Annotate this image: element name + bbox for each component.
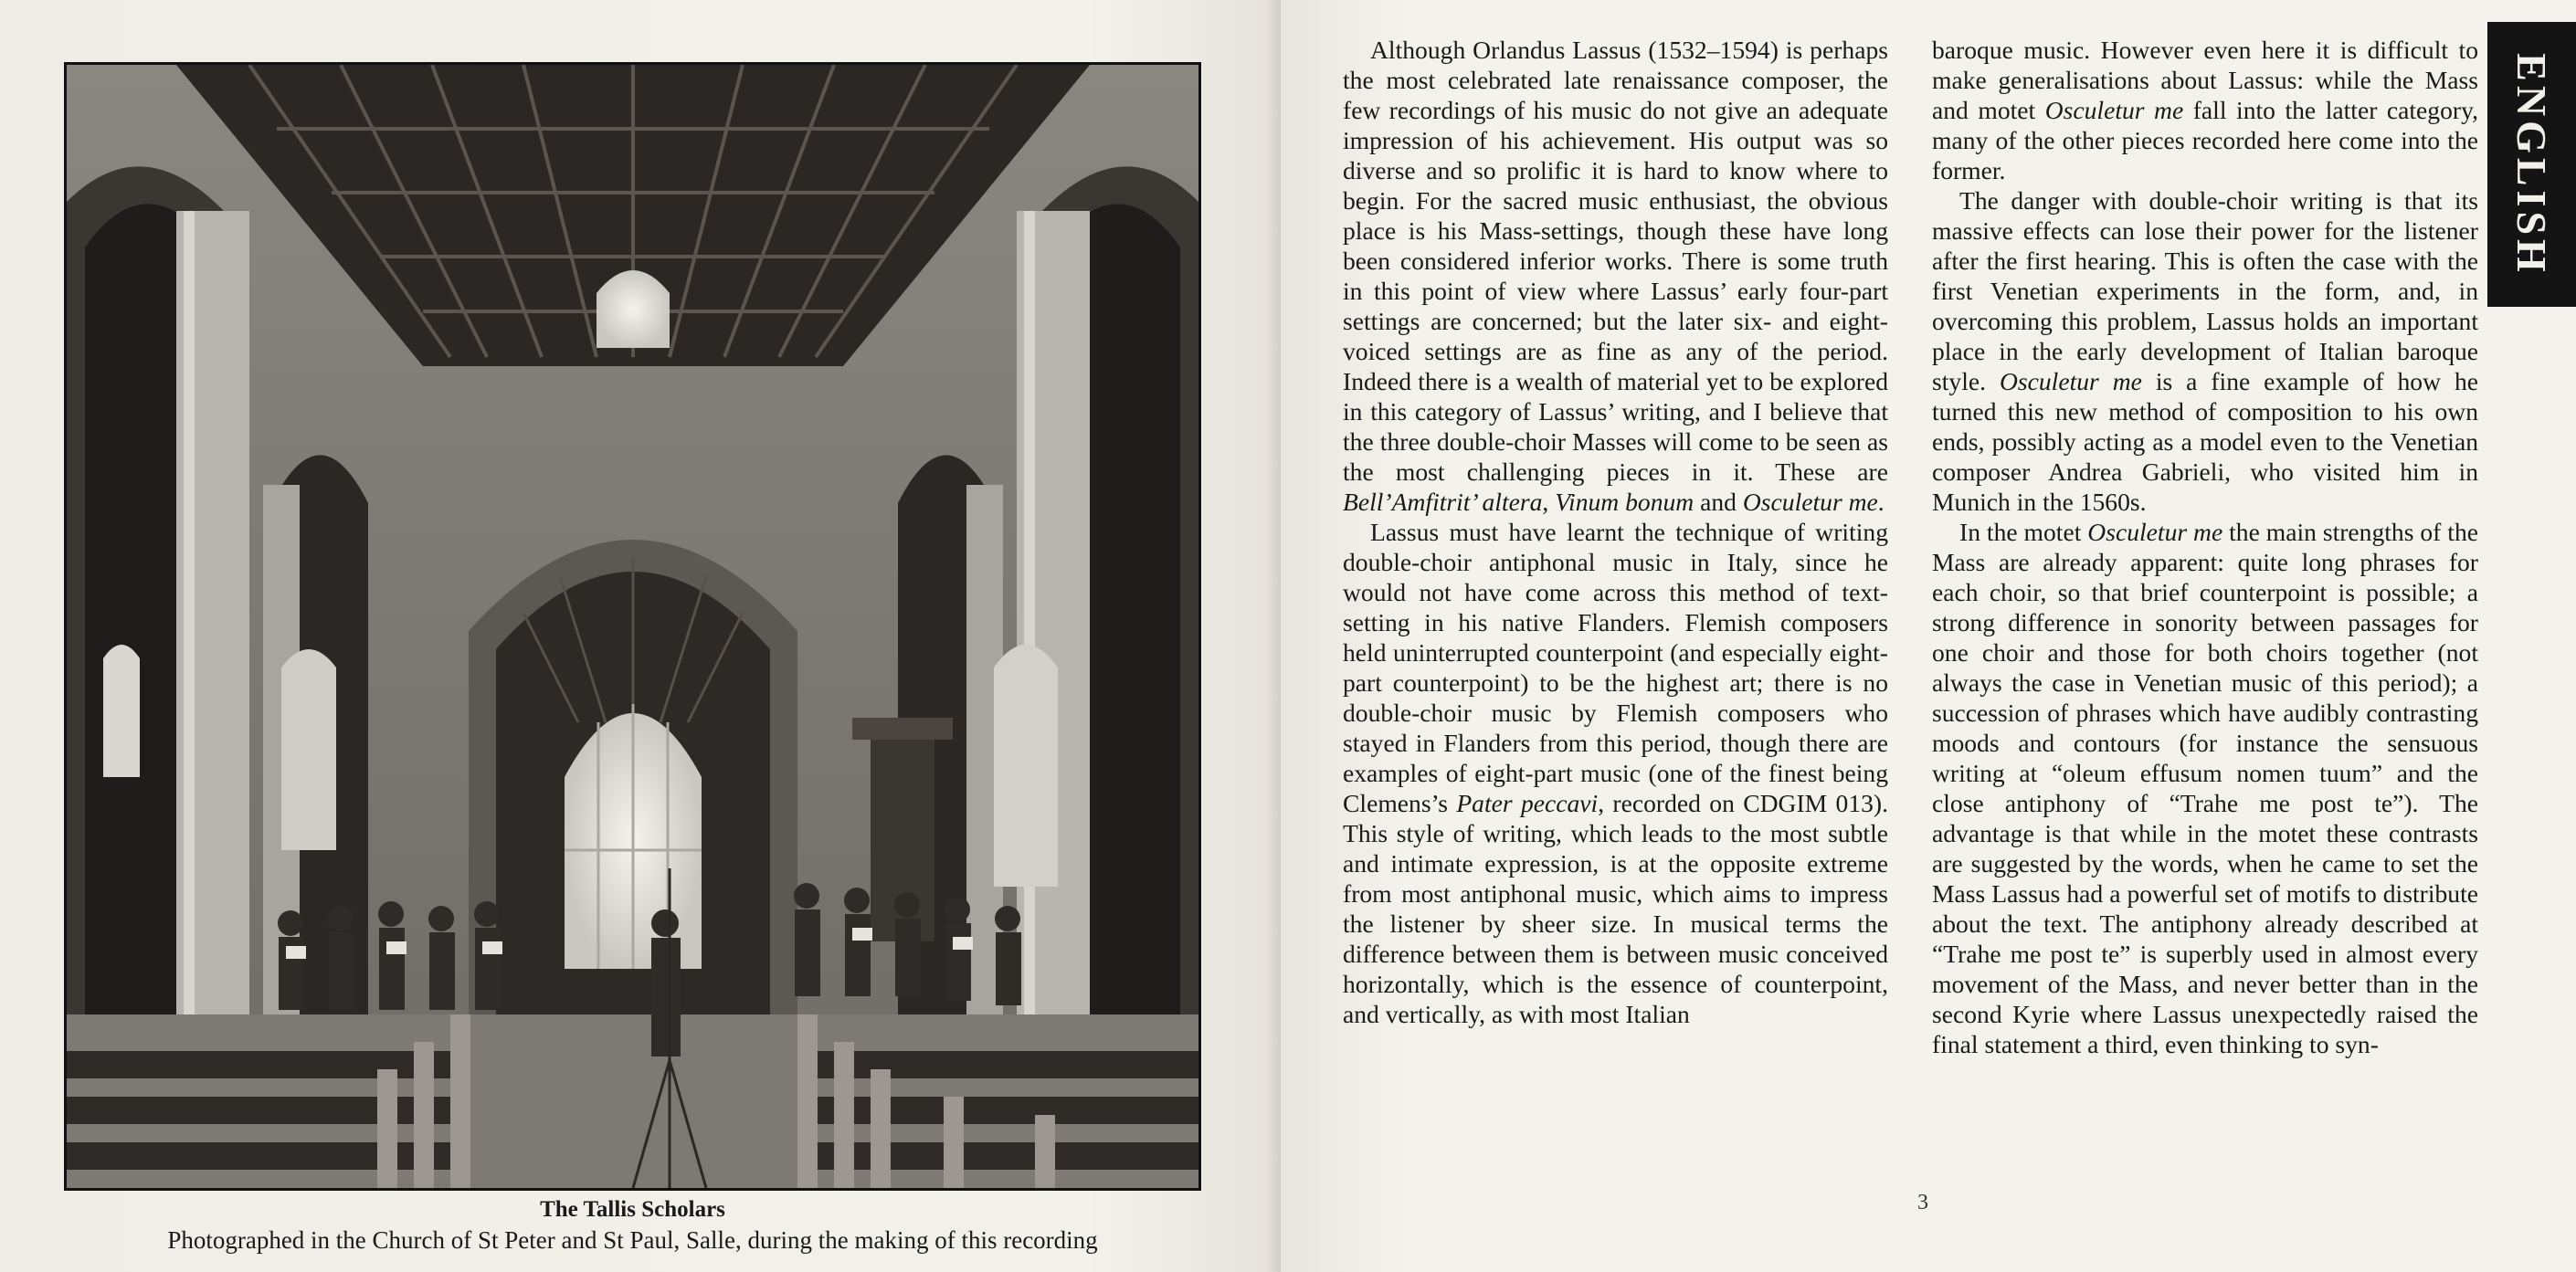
paragraph: The danger with double-choir writing is that its massive effects can lose their power for the listener after the first hearing. This is often the case with the first Venetian experiments in the form, and, in overcoming this problem, Lassus holds an important place in the early development of Italian baroque style. Osculetur me is a fine example of how he turned this new method of composition to his own ends, possibly acting as a model even to the Venetian composer Andrea Gabrieli, who visited him in Munich in the 1560s. [1932,186,2478,516]
church-interior-photo [64,62,1201,1191]
left-page [0,0,1281,1272]
photo-caption-subtitle: Photographed in the Church of St Peter and St Paul, Salle, during the making of this recording [167,1226,1098,1254]
text-column-2 [1932,35,2478,1059]
page-number: 3 [1917,1191,1928,1214]
paragraph: baroque music. However even here it is difficult to make generalisations about Lassus: while the Mass and motet Osculetur me fall into the latter category, many of the other pieces recorded here come into the former. [1932,36,2478,184]
language-tab [2487,22,2576,307]
text-column-1 [1343,35,1888,1029]
paragraph: Although Orlandus Lassus (1532–1594) is perhaps the most celebrated late renaissance composer, the few recordings of his music do not give an adequate impression of his achievement. His output was so diverse and so prolific it is hard to know where to begin. For the sacred music enthusiast, the obvious place is his Mass-settings, though these have long been considered inferior works. There is some truth in this point of view where Lassus’ early four-part settings are concerned; but the later six- and eight-voiced settings are as fine as any of the period. Indeed there is a wealth of material yet to be explored in this category of Lassus’ writing, and I believe that the three double-choir Masses will come to be seen as the most challenging pieces in it. These are Bell’Amfitrit’ altera, Vinum bonum and Osculetur me. [1343,36,1888,516]
photo-caption-title: The Tallis Scholars [540,1197,725,1222]
paragraph: Lassus must have learnt the technique of writing double-choir antiphonal music in Italy, since he would not have come across this method of text-setting in his native Flanders. Flemish composers held uninterrupted counterpoint (and especially eight-part counterpoint) to be the highest art; there is no double-choir music by Flemish composers who stayed in Flanders from this period, though there are examples of eight-part music (one of the finest being Clemens’s Pater peccavi, recorded on CDGIM 013). This style of writing, which leads to the most subtle and intimate expression, is at the opposite extreme from most antiphonal music, which aims to impress the listener by sheer size. In musical terms the difference between them is between music conceived horizontally, which is the essence of counterpoint, and vertically, as with most Italian [1343,518,1889,1028]
paragraph: In the motet Osculetur me the main strengths of the Mass are already apparent: quite long phrases for each choir, so that brief counterpoint is possible; a strong difference in sonority between passages for one choir and those for both choirs together (not always the case in Venetian music of this period); a succession of phrases which have audibly contrasting moods and contours (for instance the sensuous writing at “oleum effusum nomen tuum” and the close antiphony of “Trahe me post te”). The advantage is that while in the motet these contrasts are suggested by the words, when he came to set the Mass Lassus had a powerful set of motifs to distribute about the text. The antiphony already described at “Trahe me post te” is superbly used in almost every movement of the Mass, and never better than in the second Kyrie where Lassus unexpectedly raised the final statement a third, even thinking to syn- [1932,518,2478,1058]
language-tab-label: ENGLISH [2508,52,2556,277]
